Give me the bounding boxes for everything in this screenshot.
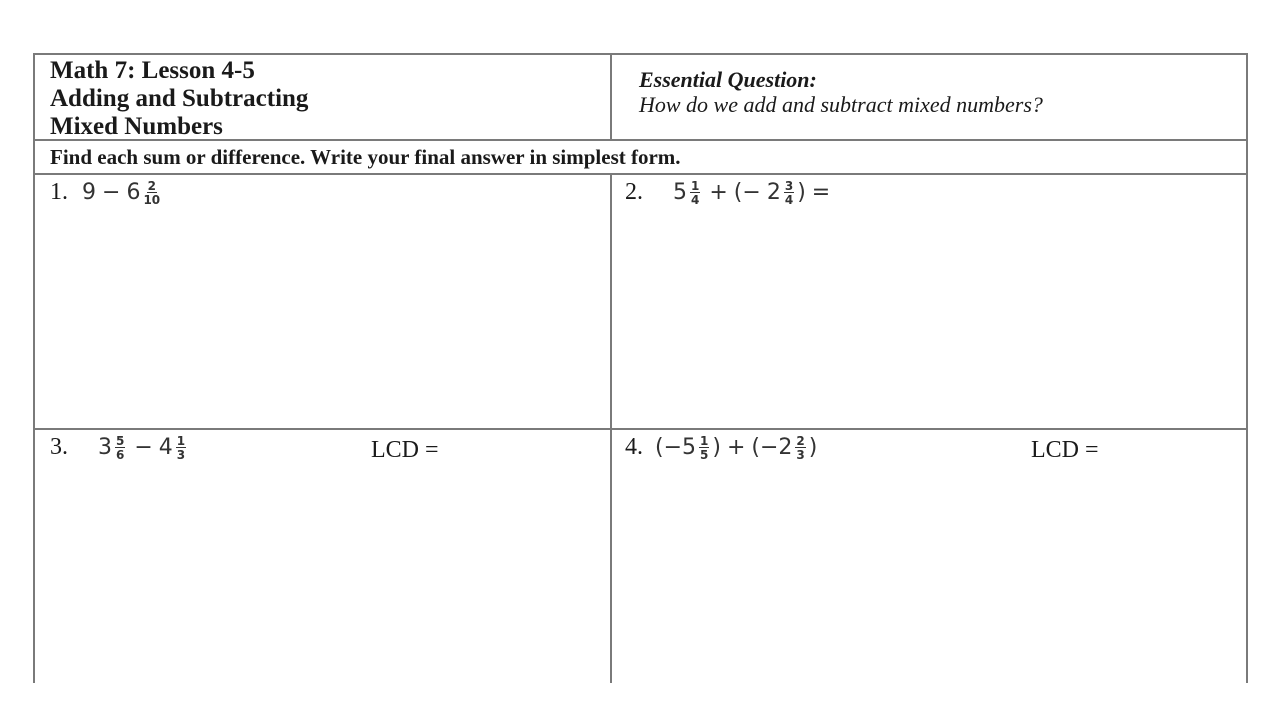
problem-4: [625, 434, 817, 461]
numerator: 3: [784, 178, 794, 193]
numerator: 1: [691, 178, 700, 193]
operator: −: [102, 180, 121, 205]
fraction: [176, 435, 186, 461]
instructions-bottom-border: [33, 173, 1248, 175]
problem-number: 3.: [50, 434, 68, 460]
problem-number: 1.: [50, 179, 68, 205]
denominator: 3: [176, 447, 186, 462]
close-paren: ): [797, 180, 806, 205]
problem-expression: [655, 435, 817, 461]
numerator: 2: [147, 178, 156, 193]
problem-expression: [98, 435, 189, 461]
denominator: 3: [796, 447, 805, 462]
operator: −: [134, 435, 153, 460]
whole-number: 4: [158, 435, 173, 460]
worksheet-table: [33, 53, 1248, 683]
header-divider: [610, 53, 612, 140]
problem-3: [50, 434, 189, 461]
denominator: 4: [691, 192, 700, 207]
numerator: 5: [116, 433, 125, 448]
problem-number: 2.: [625, 179, 643, 205]
title-line-3: Mixed Numbers: [50, 113, 223, 140]
close-paren: ): [808, 435, 818, 460]
lcd-label-4: LCD =: [1031, 437, 1099, 463]
denominator: 4: [784, 192, 794, 207]
table-top-border: [33, 53, 1248, 55]
denominator: 10: [143, 192, 161, 207]
numerator: 1: [700, 433, 709, 448]
essential-question-label: Essential Question:: [639, 67, 817, 92]
equals-sign: =: [811, 180, 831, 205]
operator: +: [726, 435, 746, 460]
problem-number: 4.: [625, 434, 643, 460]
problem-expression: [82, 180, 163, 206]
open-paren-whole: (−2: [751, 435, 793, 460]
essential-question-text: How do we add and subtract mixed numbers?: [639, 92, 1043, 117]
fraction: [699, 435, 709, 461]
denominator: 5: [700, 447, 709, 462]
whole-number: 5: [673, 180, 687, 205]
fraction: [690, 180, 700, 206]
denominator: 6: [116, 447, 125, 462]
instructions: Find each sum or difference. Write your final answer in simplest form.: [50, 145, 681, 169]
problem-2: [625, 179, 836, 206]
table-right-border: [1246, 53, 1248, 683]
fraction: [143, 180, 160, 206]
row-divider: [33, 428, 1248, 430]
whole-number: 6: [126, 180, 141, 205]
essential-question: [639, 67, 1043, 117]
title-line-1: Math 7: Lesson 4-5: [50, 57, 255, 84]
lcd-label-3: LCD =: [371, 437, 439, 463]
numerator: 2: [796, 433, 805, 448]
table-left-border: [33, 53, 35, 683]
problem-1: [50, 179, 163, 206]
fraction: [784, 180, 794, 206]
lesson-title: [50, 57, 308, 141]
operand: 9: [82, 180, 96, 205]
close-paren: ): [712, 435, 721, 460]
title-line-2: Adding and Subtracting: [50, 85, 309, 112]
numerator: 1: [176, 433, 186, 448]
fraction: [115, 435, 125, 461]
operator: +: [709, 180, 728, 205]
whole-number: 2: [766, 180, 781, 205]
open-paren-whole: (−5: [655, 435, 697, 460]
open-paren: (−: [733, 180, 761, 205]
problem-expression: [673, 180, 836, 206]
whole-number: 3: [98, 435, 112, 460]
fraction: [795, 435, 805, 461]
